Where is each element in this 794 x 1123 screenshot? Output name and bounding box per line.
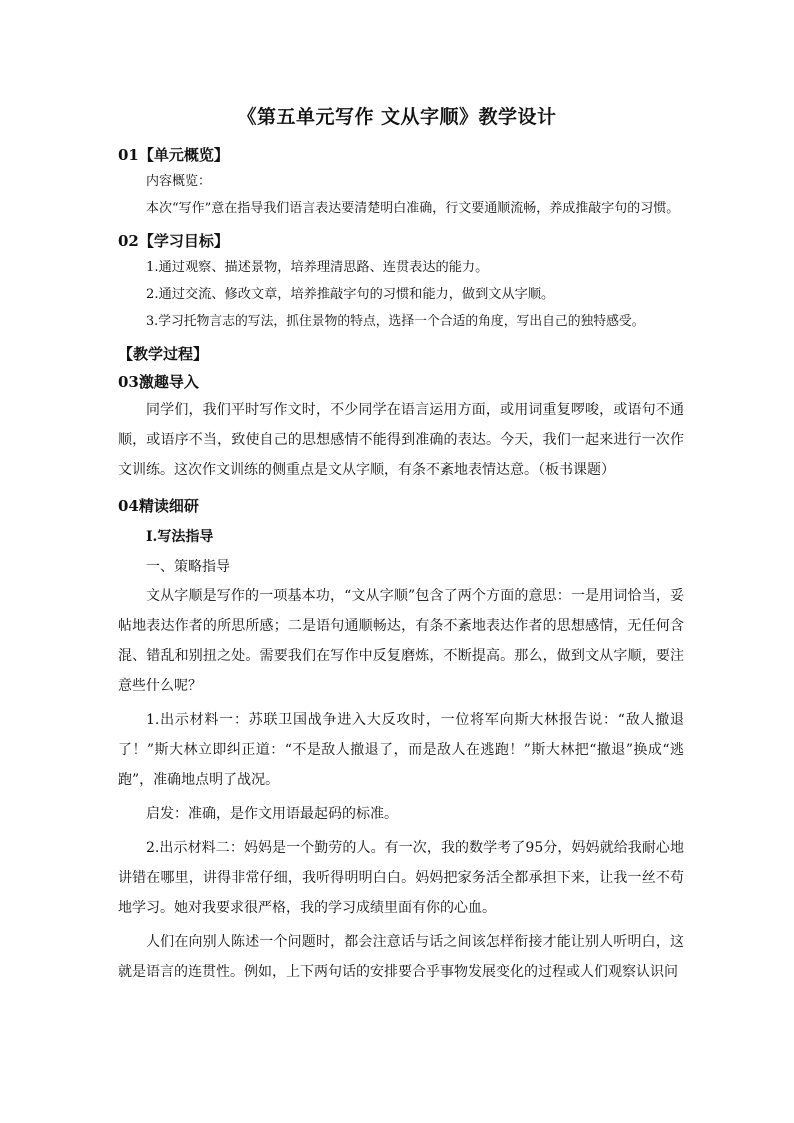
study-subheading-strategy: 一、策略指导 — [146, 559, 230, 575]
goal-item-1: 1.通过观察、描述景物，培养理清思路、连贯表达的能力。 — [146, 260, 489, 275]
goal-item-3: 3.学习托物言志的写法，抓住景物的特点，选择一个合适的角度，写出自己的独特感受。 — [146, 314, 645, 329]
section-heading-overview: 01【单元概览】 — [118, 146, 229, 164]
section-heading-intro: 03激趣导入 — [118, 373, 199, 391]
document-title: 《第五单元写作 文从字顺》教学设计 — [237, 106, 557, 128]
section-heading-goals: 02【学习目标】 — [118, 232, 229, 250]
overview-label: 内容概览： — [146, 174, 212, 189]
study-subheading-writing: Ⅰ.写法指导 — [146, 529, 214, 545]
document-body — [118, 142, 684, 987]
material-2: 2.出示材料二：妈妈是一个勤劳的人。有一次，我的数学考了95分，妈妈就给我耐心地讲错在哪里，讲得非常仔细，我听得明明白白。妈妈把家务活全都承担下来，让我一丝不苟地学习。她对我要求很严格，我的学习成绩里面有你的心血。 — [118, 840, 684, 916]
goal-item-2: 2.通过交流、修改文章，培养推敲字句的习惯和能力，做到文从字顺。 — [146, 287, 555, 302]
section-heading-study: 04精读细研 — [118, 497, 199, 515]
material-1: 1.出示材料一：苏联卫国战争进入大反攻时，一位将军向斯大林报告说：“敌人撤退了！”斯大林立即纠正道：“不是敌人撤退了，而是敌人在逃跑！”斯大林把“撤退”换成“逃跑”，准确地点明了战况。 — [118, 712, 684, 788]
section-heading-process: 【教学过程】 — [118, 345, 209, 363]
hint-1: 启发：准确，是作文用语最起码的标准。 — [146, 806, 398, 822]
study-paragraph-2: 人们在向别人陈述一个问题时，都会注意话与话之间该怎样衔接才能让别人听明白，这就是语言的连贯性。例如，上下两句话的安排要合乎事物发展变化的过程或人们观察认识问 — [118, 934, 684, 980]
study-paragraph-1: 文从字顺是写作的一项基本功，“文从字顺”包含了两个方面的意思：一是用词恰当，妥帖地表达作者的所思所感；二是语句通顺畅达，有条不紊地表达作者的思想感情，无任何含混、错乱和别扭之处。需要我们在写作中反复磨炼，不断提高。那么，做到文从字顺，要注意些什么呢？ — [118, 588, 684, 694]
intro-text: 同学们，我们平时写作文时，不少同学在语言运用方面，或用词重复啰唆，或语句不通顺，或语序不当，致使自己的思想感情不能得到准确的表达。今天，我们一起来进行一次作文训练。这次作文训练的侧重点是文从字顺，有条不紊地表情达意。（板书课题） — [118, 402, 684, 478]
overview-text: 本次“写作”意在指导我们语言表达要清楚明白准确，行文要通顺流畅，养成推敲字句的习惯。 — [146, 201, 680, 216]
